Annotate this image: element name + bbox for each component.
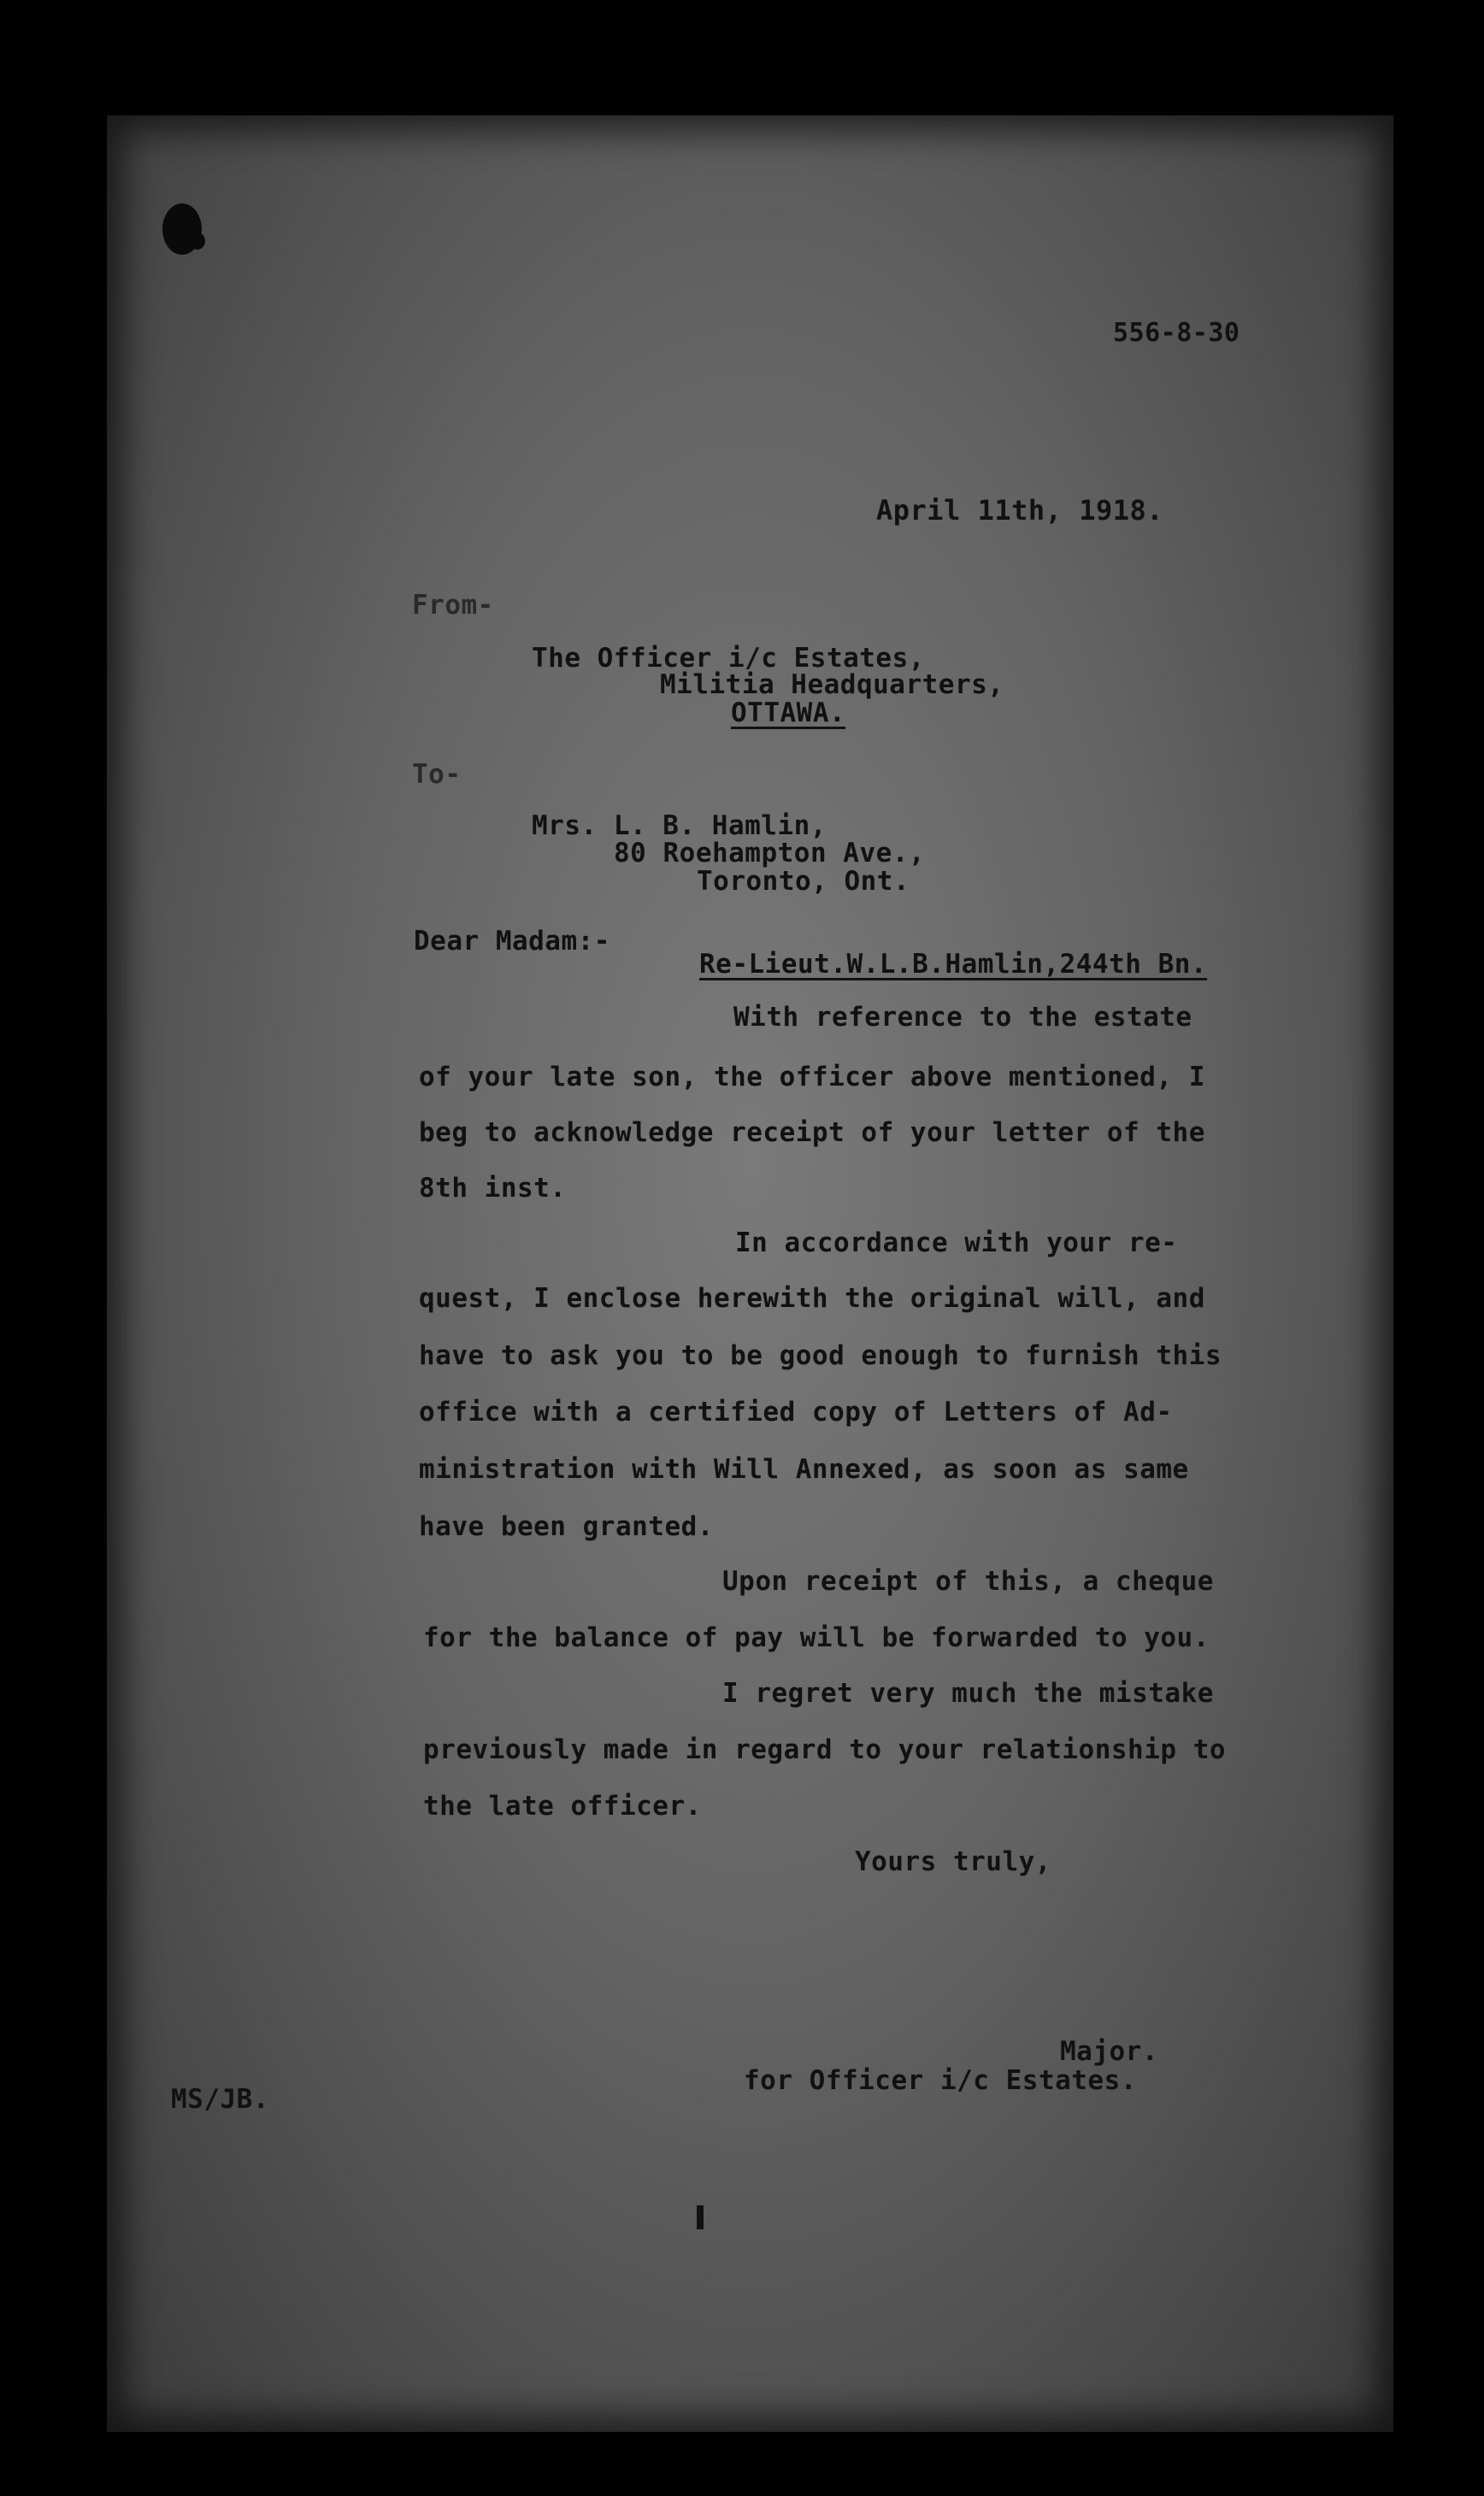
ink-mark [697, 2205, 704, 2229]
ink-blot-small [190, 233, 205, 250]
subject-line: Re-Lieut.W.L.B.Hamlin,244th Bn. [699, 949, 1208, 980]
from-line-3: OTTAWA. [731, 698, 846, 728]
to-line-2: 80 Roehampton Ave., [614, 838, 926, 868]
body-line: With reference to the estate [733, 1002, 1192, 1033]
body-line: Upon receipt of this, a cheque [722, 1566, 1214, 1597]
body-line: office with a certified copy of Letters of Ad- [419, 1397, 1173, 1428]
body-line: for the balance of pay will be forwarded to you. [423, 1622, 1210, 1653]
body-line: have been granted. [419, 1511, 714, 1542]
body-line: of your late son, the officer above mentioned, I [419, 1062, 1205, 1092]
from-line-1: The Officer i/c Estates, [532, 643, 925, 674]
body-line: In accordance with your re- [735, 1227, 1178, 1258]
closing: Yours truly, [855, 1846, 1051, 1877]
signature-title: for Officer i/c Estates. [744, 2065, 1137, 2096]
body-line: quest, I enclose herewith the original will, and [419, 1283, 1205, 1314]
body-line: previously made in regard to your relationship to [423, 1734, 1227, 1765]
letter-date: April 11th, 1918. [876, 494, 1164, 527]
from-line-2: Militia Headquarters, [660, 669, 1004, 700]
to-label: To- [412, 759, 462, 790]
signature-rank: Major. [1060, 2036, 1158, 2067]
body-line: I regret very much the mistake [722, 1678, 1214, 1709]
body-line: the late officer. [423, 1791, 702, 1822]
to-line-1: Mrs. L. B. Hamlin, [532, 810, 827, 841]
body-line: ministration with Will Annexed, as soon as same [419, 1454, 1189, 1485]
body-line: have to ask you to be good enough to furnish this [419, 1340, 1222, 1371]
file-number: 556-8-30 [1113, 318, 1240, 348]
to-line-3: Toronto, Ont. [697, 866, 910, 897]
salutation: Dear Madam:- [414, 926, 610, 957]
typist-initials: MS/JB. [171, 2084, 269, 2115]
body-line: 8th inst. [419, 1173, 567, 1204]
from-label: From- [412, 590, 494, 621]
body-line: beg to acknowledge receipt of your letter of the [419, 1117, 1205, 1148]
